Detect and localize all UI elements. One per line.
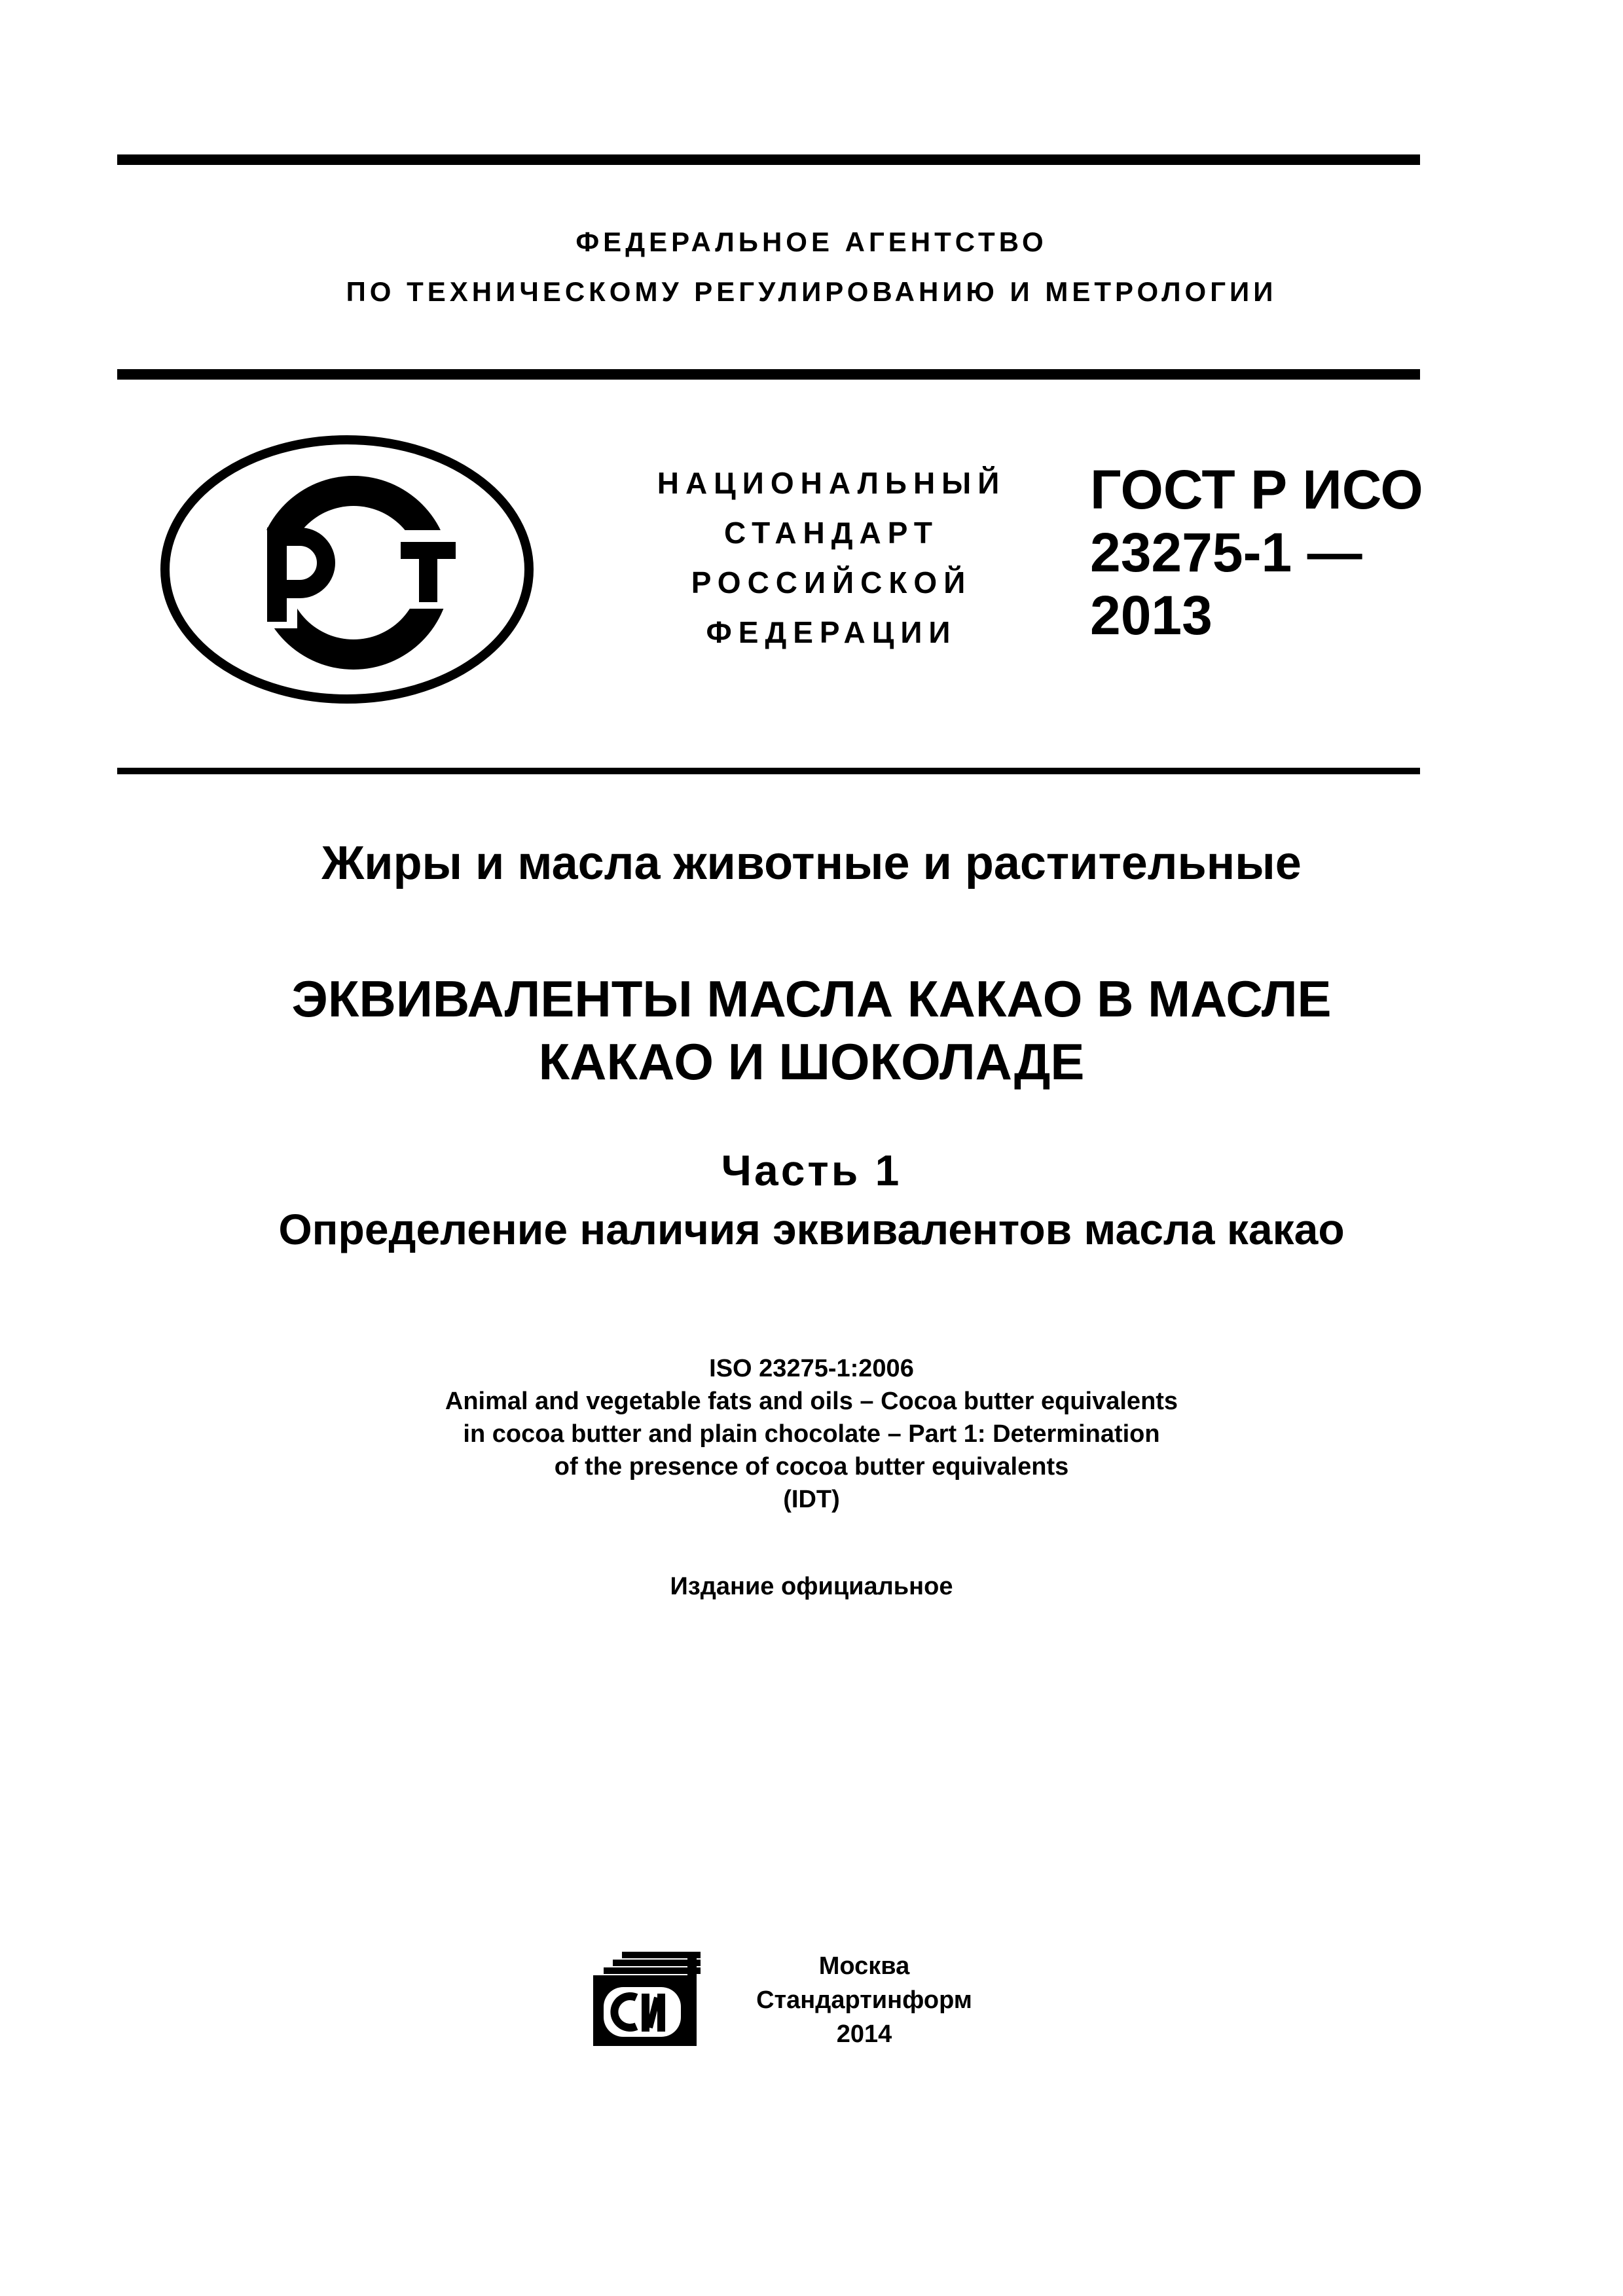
title-part: Часть 1	[721, 1146, 902, 1194]
agency-rule	[117, 369, 1420, 380]
national-line: СТАНДАРТ	[724, 516, 939, 550]
top-rule	[117, 154, 1420, 165]
iso-line: (IDT)	[783, 1486, 840, 1513]
agency-line-1: ФЕДЕРАЛЬНОЕ АГЕНТСТВО	[575, 226, 1048, 257]
designation-line: 2013	[1090, 584, 1213, 646]
title-subtitle: Определение наличия эквивалентов масла какао	[278, 1205, 1345, 1253]
rst-logo	[157, 432, 537, 707]
title-main	[0, 967, 1623, 1093]
publisher-block	[727, 1949, 1002, 2051]
edition-label: Издание официальное	[670, 1573, 953, 1600]
standartinform-logo	[589, 1950, 701, 2049]
agency-line-2: ПО ТЕХНИЧЕСКОМУ РЕГУЛИРОВАНИЮ И МЕТРОЛОГИИ	[346, 276, 1277, 307]
title-main-line: КАКАО И ШОКОЛАДЕ	[538, 1033, 1085, 1090]
publisher-name: Стандартинформ	[756, 1986, 972, 2014]
national-standard-label	[589, 458, 1074, 657]
iso-reference	[0, 1352, 1623, 1516]
national-line: НАЦИОНАЛЬНЫЙ	[657, 466, 1006, 500]
publisher-year: 2014	[836, 2020, 892, 2048]
title-main-line: ЭКВИВАЛЕНТЫ МАСЛА КАКАО В МАСЛЕ	[291, 970, 1332, 1028]
title-group: Жиры и масла животные и растительные	[321, 837, 1302, 889]
national-line: РОССИЙСКОЙ	[691, 565, 972, 600]
iso-line: of the presence of cocoa butter equivalents	[554, 1453, 1069, 1480]
iso-line: ISO 23275-1:2006	[709, 1355, 914, 1382]
designation-line: 23275-1 —	[1090, 522, 1362, 583]
national-line: ФЕДЕРАЦИИ	[706, 615, 957, 649]
standard-designation	[1090, 458, 1423, 647]
iso-line: in cocoa butter and plain chocolate – Part 1: Determination	[463, 1420, 1160, 1448]
iso-line: Animal and vegetable fats and oils – Cocoa butter equivalents	[445, 1388, 1178, 1415]
publisher-city: Москва	[818, 1952, 910, 1980]
designation-line: ГОСТ Р ИСО	[1090, 459, 1423, 520]
title-rule	[117, 768, 1420, 774]
